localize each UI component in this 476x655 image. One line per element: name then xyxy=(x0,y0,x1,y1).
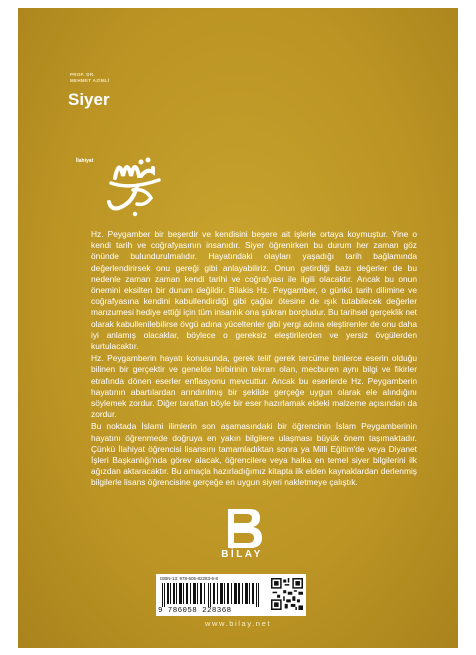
author-block xyxy=(70,72,109,84)
barcode-icon xyxy=(160,583,266,607)
paragraph-2: Hz. Peygamberin hayatı konusunda, gerek telif gerek tercüme binlerce eserin olduğu bilinen bir gerçektir ve genelde birbirinin tekrarı olan, mecburen aynı bilgi ve fikirler etrafında dönen eserler enflasyonu mevcuttur. Ancak bu eserlerde Hz. Peygamberin hayatının abartılardan arındırılmış bir şekilde gerçeğe uygun olarak ele alındığını söylemek zordur. Diğer taraftan böyle bir eser hazırlamak eldeki malzeme açısından da zordur. xyxy=(91,353,417,420)
back-cover-text xyxy=(91,229,417,490)
back-cover xyxy=(18,8,458,648)
isbn-number: 9 786058 228368 xyxy=(158,607,232,615)
series-label: İlahiyat xyxy=(76,158,94,164)
publisher-name: BİLAY xyxy=(221,549,263,560)
isbn-label: ISBN-13: 978-605-82283-6-8 xyxy=(160,576,219,581)
book-title: Siyer xyxy=(68,90,110,109)
author-name: MEHMET AZİMLİ xyxy=(70,78,110,83)
author-title: PROF. DR. xyxy=(70,72,95,77)
qr-code-icon xyxy=(271,578,303,610)
publisher-website: www.bilay.net xyxy=(204,619,272,628)
paragraph-1: Hz. Peygamber bir beşerdir ve kendisini beşere ait işlerle ortaya koymuştur. Yine o kendi tarih ve coğrafyasının insanıdır. Siyer öğrenirken bu durum her zaman göz önünde bulundurulmalıdır. Hayatındaki olayları yaşadığı tarih bağlamında değerlendirirsek onu gereği gibi anlayabiliriz. Onun getirdiği bazı değerler de bu nedenle zaman zaman kendi tarihi ve coğrafyası ile ilgili olacaktır. Ancak bu onun önemini eksilten bir durum değildir. Bilakis Hz. Peygamber, o günkü tarih dilimine ve coğrafyasına kendini kabullendirdiği gibi çağlar ötesine de ışık tutabilecek değerler manzumesi hediye ettiği için tüm insanlık ona şükran borçludur. Bu tarihsel gerçeklik net olarak kabullenilebilirse övgü adına yüceltenler gibi yergi adına eleştirenler de onu daha iyi anlamış olacaklar, böylece o gereksiz eleştirilerden ve yersiz övgülerden kurtulacaktır. xyxy=(91,229,417,352)
arabic-calligraphy-logo xyxy=(75,128,185,218)
paragraph-3: Bu noktada İslami ilimlerin son aşamasındaki bir öğrencinin İslam Peygamberinin hayatını öğrenmede doğruya en yakın bilgilere ulaşması büyük önem taşımaktadır. Çünkü İlahiyat öğrencisi lisansını tamamladıktan sonra ya Milli Eğitim'de veya Diyanet İşleri Başkanlığı'nda görev alacak, öğrencilere veya halka en temel siyer bilgilerini ilk ağızdan aktaracaktır. Bu amaçla hazırladığımız kitapta ilk elden kaynaklardan derlenmiş bilgilerle lisans öğrencisine gerçeğe en uygun siyeri nakletmeye çalıştık. xyxy=(91,421,417,488)
barcode-area xyxy=(156,574,306,616)
